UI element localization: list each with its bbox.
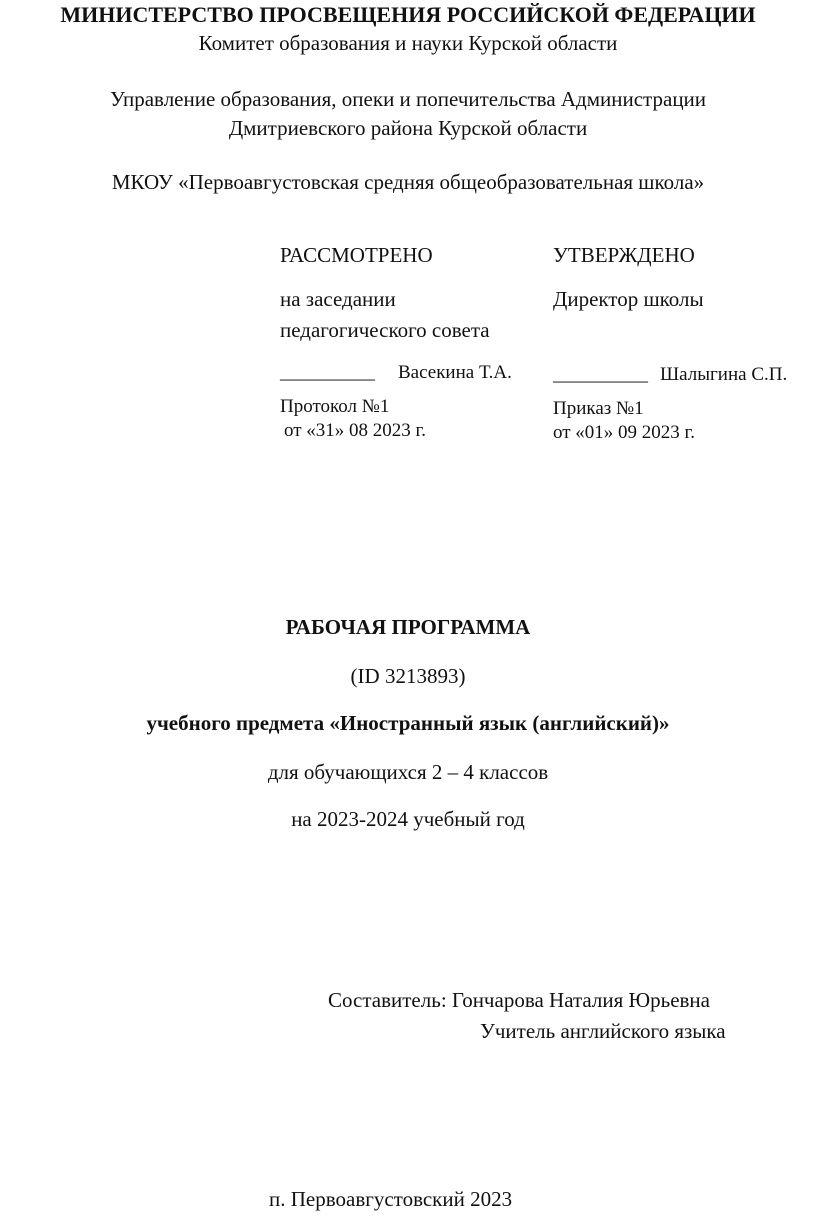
reviewed-line2: педагогического совета (280, 318, 490, 342)
approved-line1: Директор школы (553, 287, 704, 311)
reviewed-line1: на заседании (280, 287, 396, 311)
department-name-line1: Управление образования, опеки и попечительства Администрации (109, 87, 707, 111)
program-title: РАБОЧАЯ ПРОГРАММА (285, 615, 531, 639)
reviewed-title: РАССМОТРЕНО (280, 243, 433, 267)
program-year: на 2023-2024 учебный год (291, 807, 525, 831)
place-year: п. Первоавгустовский 2023 (269, 1187, 513, 1211)
approved-order: Приказ №1 (553, 398, 644, 419)
approved-signer: Шалыгина С.П. (660, 364, 788, 385)
reviewed-protocol: Протокол №1 (280, 396, 390, 417)
compiler-position: Учитель английского языка (480, 1019, 726, 1043)
program-audience: для обучающихся 2 – 4 классов (267, 760, 549, 784)
program-id: (ID 3213893) (350, 664, 466, 688)
ministry-title: МИНИСТЕРСТВО ПРОСВЕЩЕНИЯ РОССИЙСКОЙ ФЕДЕРАЦИИ (60, 2, 756, 27)
approved-date: от «01» 09 2023 г. (553, 422, 695, 443)
approved-signature-line: __________ (553, 364, 648, 385)
program-subject: учебного предмета «Иностранный язык (английский)» (146, 711, 670, 735)
committee-name: Комитет образования и науки Курской области (198, 31, 618, 55)
reviewed-signature-line: __________ (280, 362, 375, 383)
department-name-line2: Дмитриевского района Курской области (228, 116, 588, 140)
reviewed-date: от «31» 08 2023 г. (284, 420, 426, 441)
compiler-name: Составитель: Гончарова Наталия Юрьевна (328, 988, 710, 1012)
approved-title: УТВЕРЖДЕНО (553, 243, 695, 267)
reviewed-signer: Васекина Т.А. (398, 362, 512, 383)
school-name: МКОУ «Первоавгустовская средняя общеобразовательная школа» (111, 170, 705, 194)
